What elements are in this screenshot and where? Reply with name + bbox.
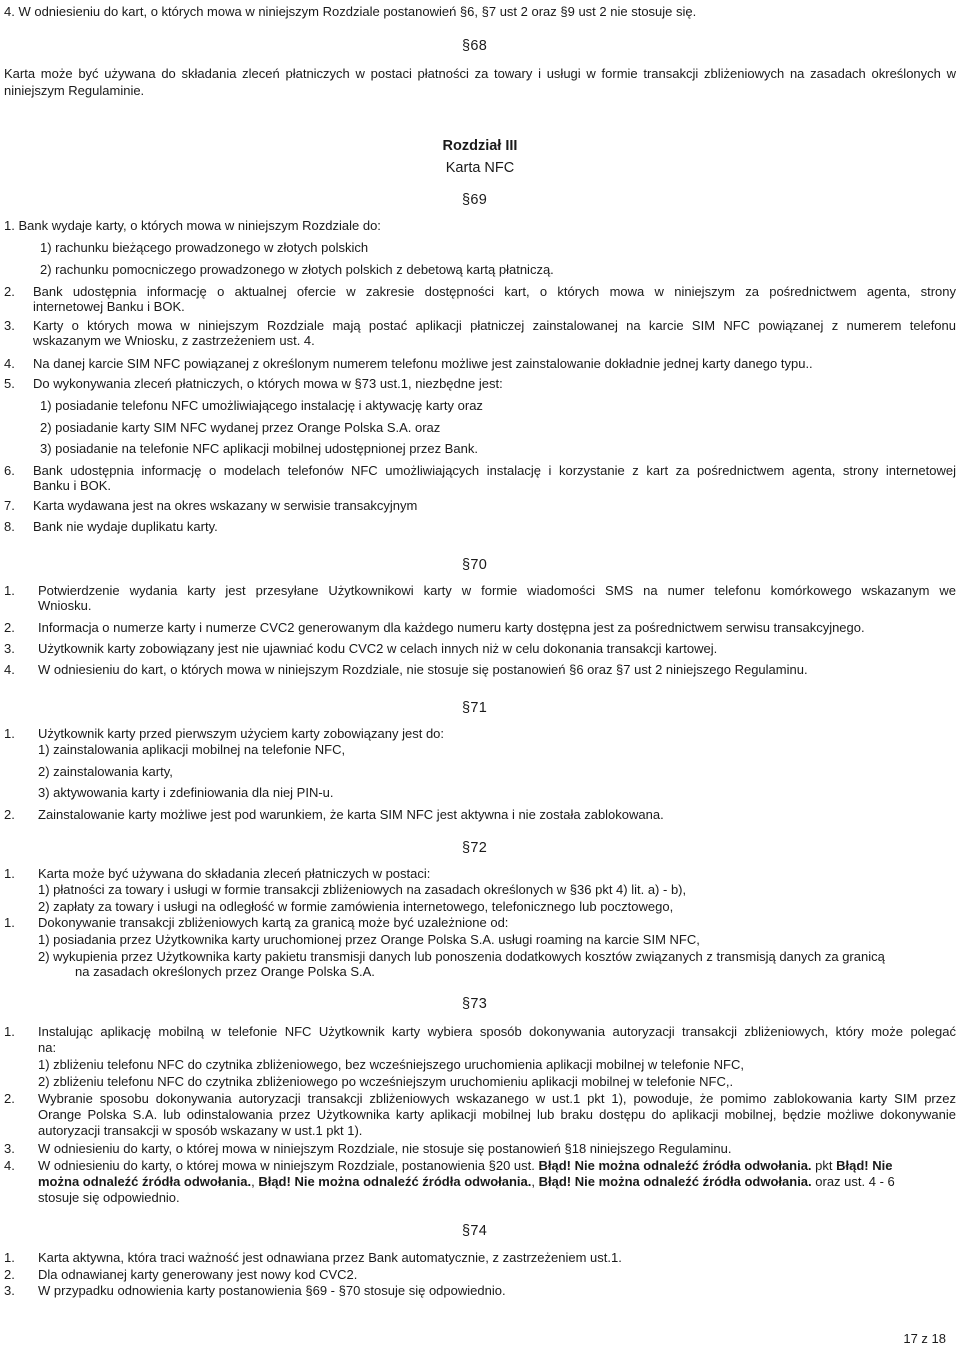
paragraph-line: niniejszym Regulaminie. [4,83,145,98]
paragraph-line: Zainstalowanie karty możliwe jest pod warunkiem, że karta SIM NFC jest aktywna i nie została zablokowana. [38,807,664,822]
list-item: 1) posiadanie telefonu NFC umożliwiającego instalację i aktywację karty oraz [40,398,483,413]
section-heading-71: §71 [462,700,488,716]
section-heading-69: §69 [462,192,488,208]
paragraph-line: Na danej karcie SIM NFC powiązanej z określonym numerem telefonu możliwe jest zainstalowanie dokładnie jednej karty danego typu.. [33,356,813,371]
reference-error: można odnaleźć źródła odwołania. [38,1174,252,1189]
paragraph-line: internetowej Banku i BOK. [33,299,185,314]
item-number: 8. [4,519,15,534]
section-heading-74: §74 [462,1223,488,1239]
list-item: na zasadach określonych przez Orange Polska S.A. [75,964,375,979]
text-run: oraz ust. 4 - 6 [811,1174,895,1189]
paragraph-line: Orange Polska S.A. lub odinstalowania przez Użytkownika karty aplikacji mobilnej lub braku dostępu do aplikacji mobilnej, będzie możliwe dokonywanie [38,1107,956,1122]
section-heading-70: §70 [462,557,488,573]
item-number: 1. [4,866,15,881]
list-item: 2) zainstalowania karty, [38,764,173,779]
paragraph-line: Karty o których mowa w niniejszym Rozdziale mają postać aplikacji płatniczej zainstalowanej na karcie SIM NFC powiązanej z numerem telefonu [33,318,956,333]
paragraph-line: W odniesieniu do karty, o której mowa w niniejszym Rozdziale, nie stosuje się postanowień §18 niniejszego Regulaminu. [38,1141,732,1156]
item-number: 2. [4,1091,15,1106]
list-item: 2) zapłaty za towary i usługi na odległość w formie zamówienia internetowego, telefonicznego lub pocztowego, [38,899,674,914]
item-number: 3. [4,318,15,333]
chapter-heading: Rozdział III [442,138,518,154]
paragraph-line: Karta wydawana jest na okres wskazany w serwisie transakcyjnym [33,498,418,513]
item-number: 1. [4,1250,15,1265]
item-number: 3. [4,1141,15,1156]
paragraph-line: 1. Bank wydaje karty, o których mowa w niniejszym Rozdziale do: [4,218,381,233]
item-number: 3. [4,641,15,656]
item-number: 3. [4,1283,15,1298]
paragraph-line: W przypadku odnowienia karty postanowienia §69 - §70 stosuje się odpowiednio. [38,1283,506,1298]
item-number: 1. [4,583,15,598]
page-number: 17 z 18 [903,1331,946,1346]
section-heading-72: §72 [462,840,488,856]
item-number: 2. [4,284,15,299]
paragraph-line: Użytkownik karty przed pierwszym użyciem karty zobowiązany jest do: [38,726,445,741]
list-item: 1) rachunku bieżącego prowadzonego w złotych polskich [40,240,369,255]
section-heading-68: §68 [462,38,488,54]
paragraph-line: Potwierdzenie wydania karty jest przesyłane Użytkownikowi karty w formie wiadomości SMS na numer telefonu komórkowego wskazanym we [38,583,956,598]
paragraph-line: stosuje się odpowiednio. [38,1190,180,1205]
paragraph-line: wskazanym we Wniosku, z zastrzeżeniem ust. 4. [33,333,315,348]
item-number: 2. [4,807,15,822]
list-item: 2) posiadanie karty SIM NFC wydanej przez Orange Polska S.A. oraz [40,420,441,435]
reference-error: Błąd! Nie można odnaleźć źródła odwołania. [538,1158,812,1173]
paragraph-line: Bank udostępnia informację o aktualnej ofercie w zakresie dostępności kart, o których mowa w niniejszym za pośrednictwem agenta, strony [33,284,956,299]
paragraph-line: Banku i BOK. [33,478,112,493]
list-item: 2) zbliżeniu telefonu NFC do czytnika zbliżeniowego po wcześniejszym uruchomieniu aplikacji mobilnej w telefonie NFC,. [38,1074,734,1089]
item-number: 1. [4,726,15,741]
paragraph-line: Karta może być używana do składania zleceń płatniczych w postaci płatności za towary i usługi w formie transakcji zbliżeniowych na zasadach określonych w [4,66,956,81]
paragraph-line: Informacja o numerze karty i numerze CVC2 generowanym dla każdego numeru karty dostępna jest za pośrednictwem serwisu transakcyjnego. [38,620,865,635]
text-run: , [251,1174,259,1189]
paragraph-line: autoryzacji transakcji w sposób wskazany w ust.1 pkt 1). [38,1123,363,1138]
text-run: pkt [811,1158,837,1173]
item-number: 4. [4,356,15,371]
paragraph-line [38,1158,892,1173]
text-run: , [531,1174,539,1189]
paragraph-line [38,1174,895,1189]
item-number: 4. [4,1158,15,1173]
paragraph-line: Użytkownik karty zobowiązany jest nie ujawniać kodu CVC2 w celach innych niż w celu dokonania transakcji kartowej. [38,641,718,656]
item-number: 6. [4,463,15,478]
item-number: 2. [4,1267,15,1282]
paragraph-line: Bank udostępnia informację o modelach telefonów NFC umożliwiających instalację i korzystanie z kart za pośrednictwem agenta, strony internetowej [33,463,956,478]
reference-error: Błąd! Nie można odnaleźć źródła odwołania. [258,1174,532,1189]
paragraph-line: W odniesieniu do kart, o których mowa w niniejszym Rozdziale, nie stosuje się postanowień §6 oraz §7 ust 2 niniejszego Regulaminu. [38,662,808,677]
paragraph-line: Instalując aplikację mobilną w telefonie NFC Użytkownik karty wybiera sposób dokonywania autoryzacji transakcji zbliżeniowych, który może polegać [38,1024,956,1039]
list-item: 2) rachunku pomocniczego prowadzonego w złotych polskich z debetową kartą płatniczą. [40,262,554,277]
paragraph-line: 4. W odniesieniu do kart, o których mowa w niniejszym Rozdziale postanowień §6, §7 ust 2 oraz §9 ust 2 nie stosuje się. [4,4,697,19]
paragraph-line: Wybranie sposobu dokonywania autoryzacji transakcji zbliżeniowych wskazanego w ust.1 pkt 1), powoduje, że pomimo zablokowania karty SIM przez [38,1091,956,1106]
list-item: 1) zainstalowania aplikacji mobilnej na telefonie NFC, [38,742,346,757]
list-item: 1) płatności za towary i usługi w formie transakcji zbliżeniowych na zasadach określonych w §36 pkt 4) lit. a) - b), [38,882,687,897]
item-number: 1. [4,915,15,930]
chapter-title: Karta NFC [445,160,515,176]
list-item: 3) aktywowania karty i zdefiniowania dla niej PIN-u. [38,785,334,800]
reference-error: Błąd! Nie [836,1158,893,1173]
list-item: 1) zbliżeniu telefonu NFC do czytnika zbliżeniowego, bez wcześniejszego uruchomienia aplikacji mobilnej w telefonie NFC, [38,1057,744,1072]
section-heading-73: §73 [462,996,488,1012]
item-number: 2. [4,620,15,635]
paragraph-line: Karta może być używana do składania zleceń płatniczych w postaci: [38,866,431,881]
paragraph-line: na: [38,1040,57,1055]
paragraph-line: Wniosku. [38,598,92,613]
list-item: 1) posiadania przez Użytkownika karty uruchomionej przez Orange Polska S.A. usługi roaming na karcie SIM NFC, [38,932,700,947]
paragraph-line: Dokonywanie transakcji zbliżeniowych kartą za granicą może być uzależnione od: [38,915,509,930]
reference-error: Błąd! Nie można odnaleźć źródła odwołania. [538,1174,812,1189]
paragraph-line: Dla odnawianej karty generowany jest nowy kod CVC2. [38,1267,358,1282]
text-run: W odniesieniu do karty, o której mowa w niniejszym Rozdziale, postanowienia §20 ust. [38,1158,539,1173]
item-number: 1. [4,1024,15,1039]
item-number: 7. [4,498,15,513]
paragraph-line: Karta aktywna, która traci ważność jest odnawiana przez Bank automatycznie, z zastrzeżeniem ust.1. [38,1250,622,1265]
list-item: 3) posiadanie na telefonie NFC aplikacji mobilnej udostępnionej przez Bank. [40,441,478,456]
paragraph-line: Bank nie wydaje duplikatu karty. [33,519,218,534]
item-number: 4. [4,662,15,677]
paragraph-line: Do wykonywania zleceń płatniczych, o których mowa w §73 ust.1, niezbędne jest: [33,376,503,391]
item-number: 5. [4,376,15,391]
list-item: 2) wykupienia przez Użytkownika karty pakietu transmisji danych lub ponoszenia dodatkowych kosztów związanych z transmisją danych za granicą [38,949,885,964]
